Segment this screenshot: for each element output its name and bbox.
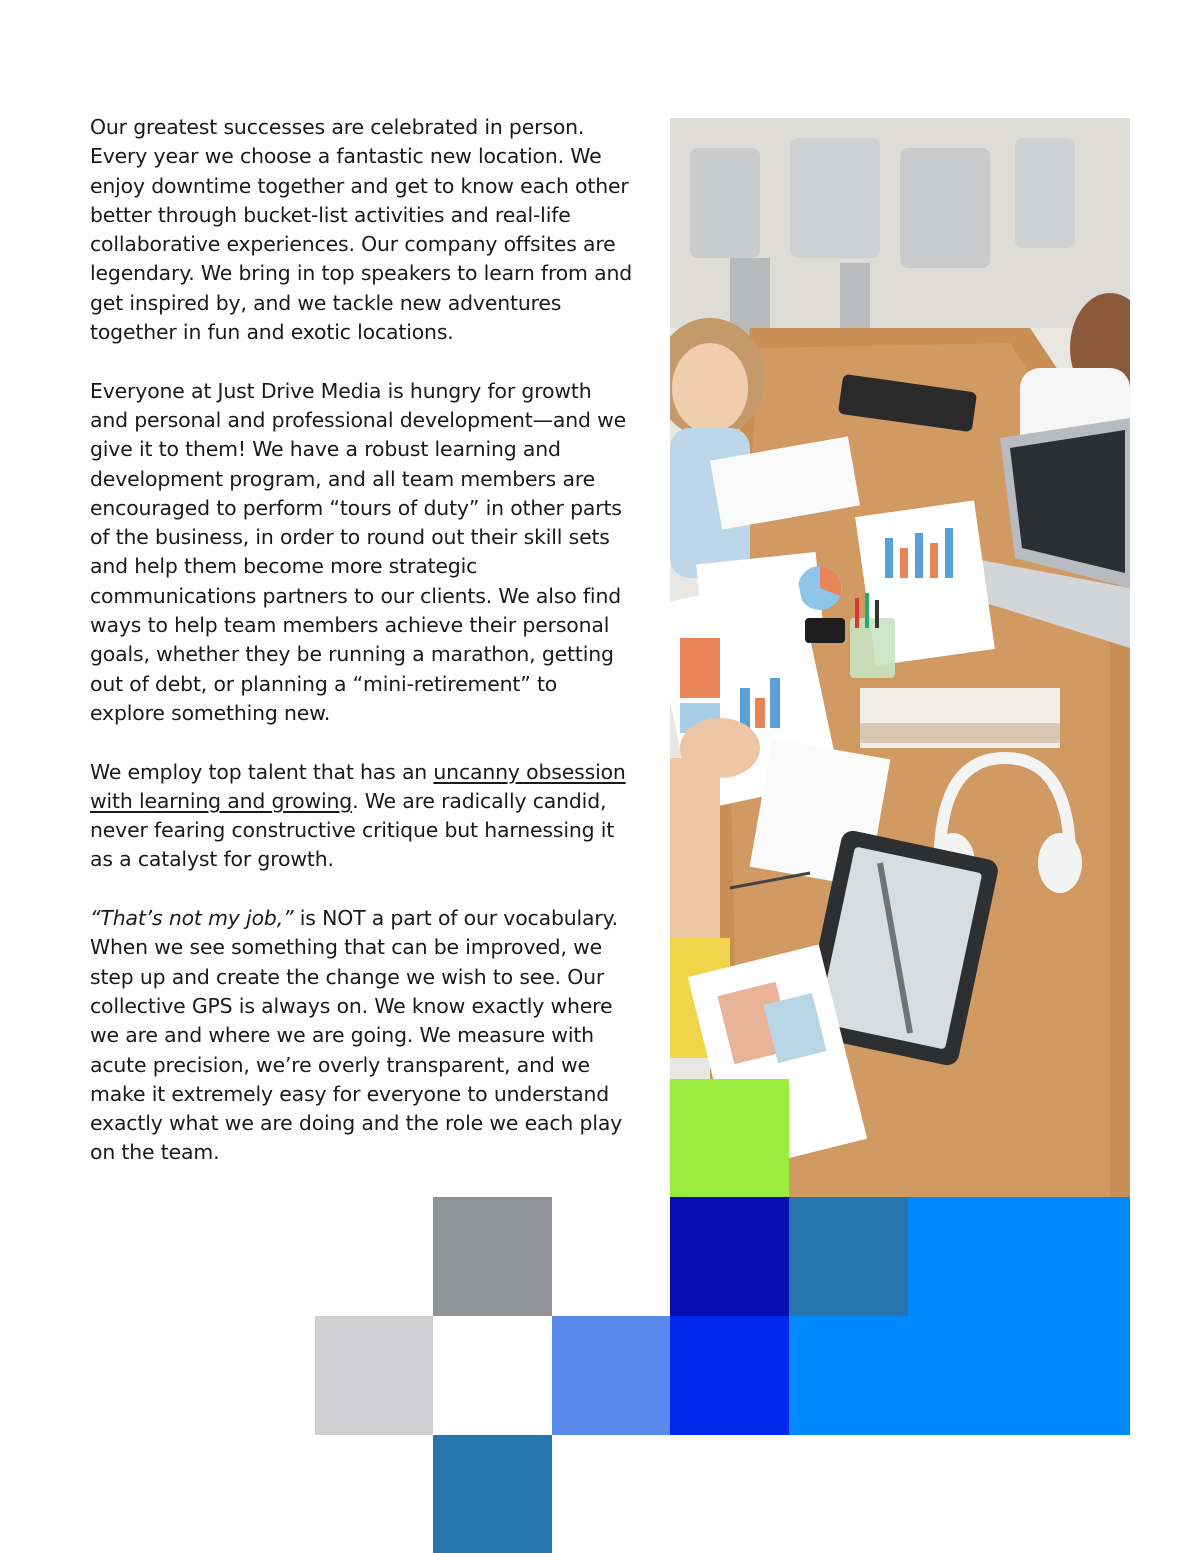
cornflower-block bbox=[552, 1316, 670, 1435]
ownership-rest-text: is NOT a part of our vocabulary. When we see something that can be improved, we step up and create the change we wish to see. Our collective GPS is always on. We know exactly where we are and where we are going. We measure with acute precision, we’re overly transparent, and we make it extremely easy for everyone to understand exactly what we are doing and the role we each play on the team. bbox=[90, 906, 623, 1165]
paragraph-ownership bbox=[90, 904, 635, 1168]
royal-blue-block bbox=[670, 1316, 789, 1435]
sky-blue-block bbox=[908, 1197, 1130, 1316]
navy-block bbox=[670, 1197, 789, 1316]
paragraph-offsites: Our greatest successes are celebrated in person. Every year we choose a fantastic new location. We enjoy downtime together and get to know each other better through bucket-list activities and real-life collaborative experiences. Our company offsites are legendary. We bring in top speakers to learn from and get inspired by, and we tackle new adventures together in fun and exotic locations. bbox=[90, 115, 633, 345]
steel-blue-bottom-block bbox=[433, 1435, 552, 1553]
gray-dark-block bbox=[433, 1197, 552, 1316]
sky-blue-lower-block bbox=[789, 1316, 1130, 1435]
underlined-phrase: uncanny obsession with learning and growing bbox=[90, 759, 626, 813]
talent-rest-text: . We are radically candid, never fearing constructive critique but harnessing it as a catalyst for growth. bbox=[90, 788, 615, 872]
paragraph-talent bbox=[90, 758, 635, 875]
paragraph-growth: Everyone at Just Drive Media is hungry for growth and personal and professional development—and we give it to them! We have a robust learning and development program, and all team members are encouraged to perform “tours of duty” in other parts of the business, in order to round out their skill sets and help them become more strategic communications partners to our clients. We also find ways to help team members achieve their personal goals, whether they be running a marathon, getting out of debt, or planning a “mini-retirement” to explore something new. bbox=[90, 378, 627, 725]
italic-quote: “That’s not my job,” bbox=[90, 906, 294, 931]
body-text-column bbox=[90, 113, 635, 1197]
gray-light-block bbox=[315, 1316, 433, 1435]
team-meeting-photo bbox=[670, 118, 1130, 1198]
talent-intro-text: We employ top talent that has an bbox=[90, 759, 434, 784]
steel-blue-block bbox=[789, 1197, 908, 1316]
lime-block bbox=[670, 1079, 789, 1197]
